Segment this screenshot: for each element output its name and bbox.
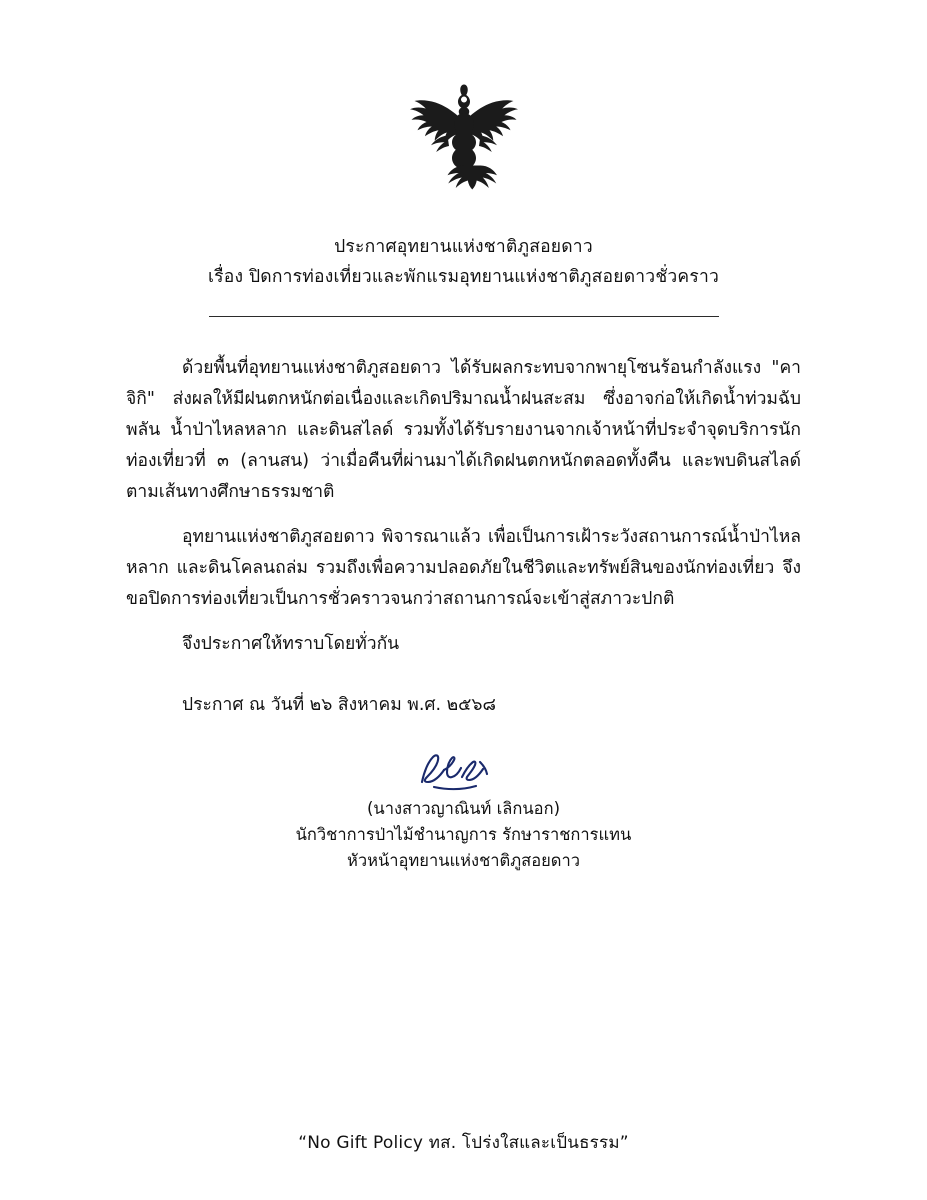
signer-role: นักวิชาการป่าไม้ชำนาญการ รักษาราชการแทน [295, 825, 632, 844]
signer-position: หัวหน้าอุทยานแห่งชาติภูสอยดาว [346, 851, 581, 870]
emblem-container [0, 0, 927, 224]
signature-block [0, 742, 927, 874]
document-heading [0, 232, 927, 292]
signer-name: (นางสาวญาณินท์ เลิกนอก) [366, 799, 561, 818]
announcement-date: ประกาศ ณ วันที่ ๒๖ สิงหาคม พ.ศ. ๒๕๖๘ [182, 695, 497, 715]
garuda-emblem-icon [389, 74, 539, 224]
document-footer: “No Gift Policy ทส. โปร่งใสและเป็นธรรม” [298, 1133, 629, 1153]
body-paragraph-2: อุทยานแห่งชาติภูสอยดาว พิจารณาแล้ว เพื่อเป็นการเฝ้าระวังสถานการณ์น้ำป่าไหลหลาก และดินโคลนถล่ม รวมถึงเพื่อความปลอดภัยในชีวิตและทรัพย์สินของนักท่องเที่ยว จึงขอปิดการท่องเที่ยวเป็นการชั่วคราวจนกว่าสถานการณ์จะเข้าสู่สภาวะปกติ [126, 527, 801, 609]
handwritten-signature-icon [0, 742, 927, 796]
heading-line-1: ประกาศอุทยานแห่งชาติภูสอยดาว [334, 237, 593, 257]
body-paragraph-1: ด้วยพื้นที่อุทยานแห่งชาติภูสอยดาว ได้รับผลกระทบจากพายุโซนร้อนกำลังแรง "คาจิกิ" ส่งผลให้มีฝนตกหนักต่อเนื่องและเกิดปริมาณน้ำฝนสะสม ซึ่งอาจก่อให้เกิดน้ำท่วมฉับพลัน น้ำป่าไหลหลาก และดินสไลด์ รวมทั้งได้รับรายงานจากเจ้าหน้าที่ประจำจุดบริการนักท่องเที่ยวที่ ๓ (ลานสน) ว่าเมื่อคืนที่ผ่านมาได้เกิดฝนตกหนักตลอดทั้งคืน และพบดินสไลด์ตามเส้นทางศึกษาธรรมชาติ [126, 358, 801, 502]
body-paragraph-3: จึงประกาศให้ทราบโดยทั่วกัน [182, 634, 400, 654]
document-body [126, 317, 801, 660]
heading-line-2: เรื่อง ปิดการท่องเที่ยวและพักแรมอุทยานแห่งชาติภูสอยดาวชั่วคราว [207, 267, 719, 287]
